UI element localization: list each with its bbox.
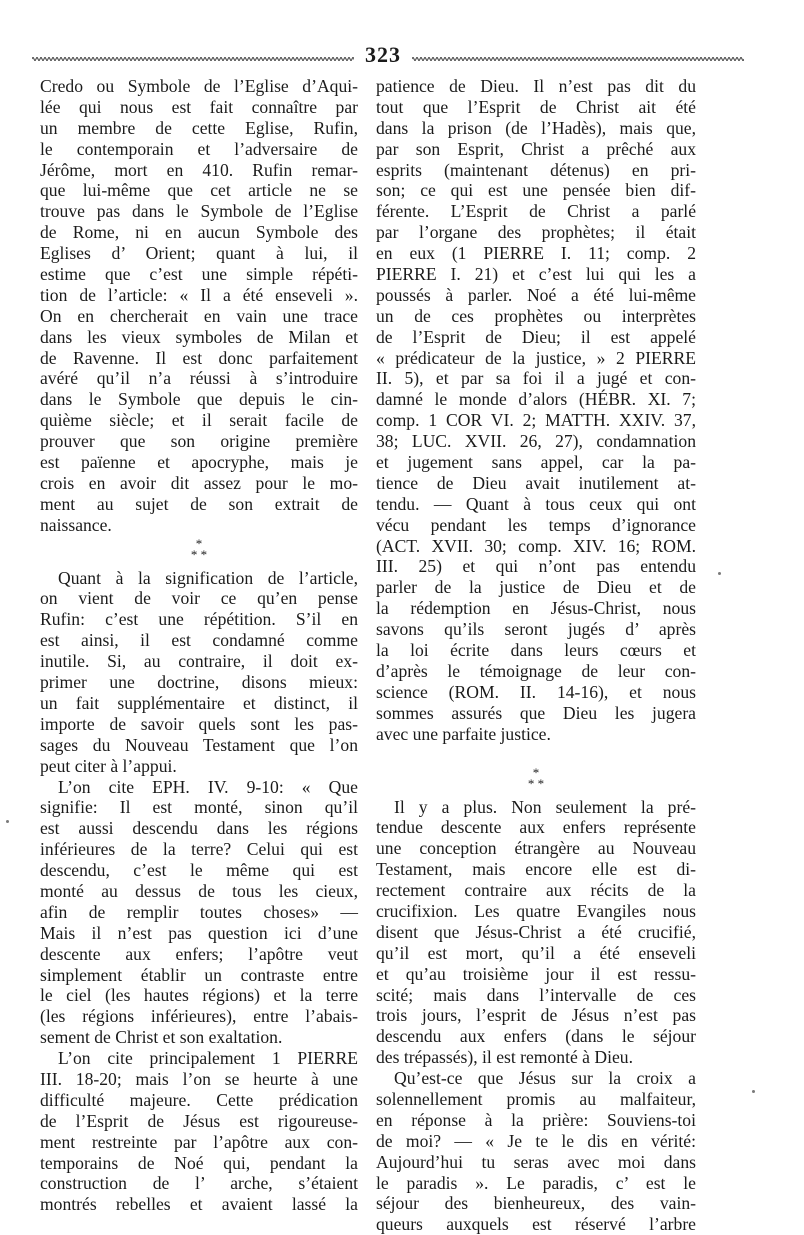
text-line: le ciel (les hautes régions) et la terre bbox=[40, 985, 358, 1006]
text-line: on vient de voir ce qu’en pense bbox=[40, 588, 358, 609]
text-line: et jugement sans appel, car la pa- bbox=[376, 452, 696, 473]
section-separator bbox=[40, 536, 358, 568]
text-line: III. 25) et qui n’ont pas entendu bbox=[376, 556, 696, 577]
text-line: poussés à parler. Noé a été lui-même bbox=[376, 284, 696, 305]
text-line: tendue descente aux enfers représente bbox=[376, 817, 696, 838]
text-line: monté au dessus de tous les cieux, bbox=[40, 880, 358, 901]
asterism-bottom: * * bbox=[527, 775, 545, 791]
text-line: II. 5), et par sa foi il a jugé et con- bbox=[376, 368, 696, 389]
text-line: tience de Dieu avait inutilement at- bbox=[376, 472, 696, 493]
text-line: crois en avoir dit assez pour le mo- bbox=[40, 472, 358, 493]
text-line: et qu’au troisième jour il est ressu- bbox=[376, 963, 696, 984]
text-line: Il y a plus. Non seulement la pré- bbox=[394, 796, 696, 817]
text-line: disent que Jésus-Christ a été crucifié, bbox=[376, 921, 696, 942]
text-line: la rédemption en Jésus-Christ, nous bbox=[376, 598, 696, 619]
text-line: son; ce qui est une pensée bien dif- bbox=[376, 180, 696, 201]
text-line: tion de l’article: « Il a été enseveli ». bbox=[40, 284, 358, 305]
right-column bbox=[376, 76, 696, 1235]
text-line: en eux (1 PIERRE I. 11; comp. 2 bbox=[376, 243, 696, 264]
text-line: montrés rebelles et avaient lassé la bbox=[40, 1194, 358, 1215]
text-line: avec une parfaite justice. bbox=[376, 723, 551, 744]
text-line: de Ravenne. Il est donc parfaitement bbox=[40, 347, 358, 368]
text-line: d’après le témoignage de leur con- bbox=[376, 660, 696, 681]
text-line: On en chercherait en vain une trace bbox=[40, 305, 358, 326]
text-line: avéré qu’il n’a réussi à s’introduire bbox=[40, 368, 358, 389]
text-line: queurs auxquels est réservé l’arbre bbox=[376, 1214, 696, 1235]
text-line: parler de la justice de Dieu et de bbox=[376, 577, 696, 598]
text-line: que lui-même que cet article ne se bbox=[40, 180, 358, 201]
text-line: de moi? — « Je te le dis en vérité: bbox=[376, 1130, 696, 1151]
text-line: Eglises d’ Orient; quant à lui, il bbox=[40, 243, 358, 264]
page-header bbox=[32, 40, 744, 74]
paper-speck bbox=[718, 572, 721, 575]
right-paragraph-2 bbox=[376, 797, 696, 1069]
text-line: de l’Esprit de Jésus est rigoureuse- bbox=[40, 1110, 358, 1131]
text-line: scité; mais dans l’intervalle de ces bbox=[376, 984, 696, 1005]
text-line: esprits (maintenant détenus) en pri- bbox=[376, 159, 696, 180]
text-line: un fait supplémentaire et distinct, il bbox=[40, 692, 358, 713]
paragraph-gap bbox=[376, 745, 696, 765]
text-line: afin de remplir toutes choses» — bbox=[40, 901, 358, 922]
asterism-top: * bbox=[195, 535, 203, 551]
text-line: quième siècle; et il serait facile de bbox=[40, 410, 358, 431]
text-line: par son Esprit, Christ a prêché aux bbox=[376, 138, 696, 159]
paper-speck bbox=[752, 1090, 755, 1093]
text-line: tout que l’Esprit de Christ ait été bbox=[376, 96, 696, 117]
text-line: par l’organe des prophètes; il était bbox=[376, 222, 696, 243]
left-paragraph-3 bbox=[40, 777, 358, 1049]
text-line: tendu. — Quant à tous ceux qui ont bbox=[376, 493, 696, 514]
text-line: Aujourd’hui tu seras avec moi dans bbox=[376, 1151, 696, 1172]
text-line: solennellement promis au malfaiteur, bbox=[376, 1088, 696, 1109]
text-line: séjour des bienheureux, des vain- bbox=[376, 1193, 696, 1214]
text-line: science (ROM. II. 14-16), et nous bbox=[376, 681, 696, 702]
text-line: est aussi descendu dans les régions bbox=[40, 818, 358, 839]
text-line: (ACT. XVII. 30; comp. XIV. 16; ROM. bbox=[376, 535, 696, 556]
text-line: Credo ou Symbole de l’Eglise d’Aqui- bbox=[40, 76, 358, 96]
text-line: un de ces prophètes ou interprètes bbox=[376, 305, 696, 326]
text-line: Rufin: c’est une répétition. S’il en bbox=[40, 609, 358, 630]
text-line: sages du Nouveau Testament que l’on bbox=[40, 734, 358, 755]
text-line: de l’Esprit de Dieu; il est appelé bbox=[376, 326, 696, 347]
text-line: importe de savoir quels sont les pas- bbox=[40, 713, 358, 734]
text-line: un membre de cette Eglise, Rufin, bbox=[40, 117, 358, 138]
text-line: en réponse à la prière: Souviens-toi bbox=[376, 1109, 696, 1130]
text-line: patience de Dieu. Il n’est pas dit du bbox=[376, 76, 696, 96]
text-line: inférieures de la terre? Celui qui est bbox=[40, 839, 358, 860]
text-line: signifie: Il est monté, sinon qu’il bbox=[40, 797, 358, 818]
text-line: L’on cite EPH. IV. 9-10: « Que bbox=[58, 776, 358, 797]
text-line: dans les vieux symboles de Milan et bbox=[40, 326, 358, 347]
text-line: Mais il n’est pas question ici d’une bbox=[40, 922, 358, 943]
text-line: savons qu’ils seront jugés d’ après bbox=[376, 619, 696, 640]
text-line: 38; LUC. XVII. 26, 27), condamnation bbox=[376, 431, 696, 452]
text-line: descente aux enfers; l’apôtre veut bbox=[40, 943, 358, 964]
text-line: ment au sujet de son extrait de bbox=[40, 493, 358, 514]
text-line: des trépassés), il est remonté à Dieu. bbox=[376, 1047, 633, 1068]
text-line: la loi écrite dans leurs cœurs et bbox=[376, 640, 696, 661]
text-line: inutile. Si, au contraire, il doit ex- bbox=[40, 651, 358, 672]
decorative-rule-left bbox=[32, 56, 354, 62]
asterism-top: * bbox=[532, 764, 540, 780]
text-line: sommes assurés que Dieu les jugera bbox=[376, 702, 696, 723]
text-line: damné le monde d’alors (HÉBR. XI. 7; bbox=[376, 389, 696, 410]
text-line: naissance. bbox=[40, 514, 112, 535]
text-line: ment restreinte par l’apôtre aux con- bbox=[40, 1131, 358, 1152]
section-separator bbox=[376, 765, 696, 797]
text-line: (les régions inférieures), entre l’abais- bbox=[40, 1006, 358, 1027]
text-line: férente. L’Esprit de Christ a parlé bbox=[376, 201, 696, 222]
text-line: Qu’est-ce que Jésus sur la croix a bbox=[394, 1068, 696, 1089]
text-line: difficulté majeure. Cette prédication bbox=[40, 1089, 358, 1110]
text-line: de Rome, ni en aucun Symbole des bbox=[40, 222, 358, 243]
text-line: trouve pas dans le Symbole de l’Eglise bbox=[40, 201, 358, 222]
text-line: sement de Christ et son exaltation. bbox=[40, 1027, 283, 1048]
text-line: lée qui nous est fait connaître par bbox=[40, 96, 358, 117]
text-line: simplement établir un contraste entre bbox=[40, 964, 358, 985]
text-line: « prédicateur de la justice, » 2 PIERRE bbox=[376, 347, 696, 368]
paper-speck bbox=[6, 820, 9, 823]
left-paragraph-2 bbox=[40, 568, 358, 777]
right-paragraph-1 bbox=[376, 76, 696, 745]
left-paragraph-1 bbox=[40, 76, 358, 536]
text-line: estime que c’est une simple répéti- bbox=[40, 264, 358, 285]
text-line: prouver que son origine première bbox=[40, 431, 358, 452]
text-line: le contemporain et l’adversaire de bbox=[40, 138, 358, 159]
text-line: temporains de Noé qui, pendant la bbox=[40, 1152, 358, 1173]
text-line: Quant à la signification de l’article, bbox=[58, 567, 358, 588]
text-line: L’on cite principalement 1 PIERRE bbox=[58, 1048, 358, 1069]
text-line: est ainsi, il est condamné comme bbox=[40, 630, 358, 651]
text-line: construction de l’ arche, s’étaient bbox=[40, 1173, 358, 1194]
left-column bbox=[40, 76, 358, 1215]
text-line: peut citer à l’appui. bbox=[40, 755, 177, 776]
text-line: dans le Symbole que depuis le cin- bbox=[40, 389, 358, 410]
text-line: primer une doctrine, disons mieux: bbox=[40, 672, 358, 693]
text-line: descendu, c’est le même qui est bbox=[40, 860, 358, 881]
text-line: descendu aux enfers (dans le séjour bbox=[376, 1026, 696, 1047]
text-line: rectement contraire aux récits de la bbox=[376, 880, 696, 901]
text-line: qu’il est mort, qu’il a été enseveli bbox=[376, 942, 696, 963]
text-line: Jérôme, mort en 410. Rufin remar- bbox=[40, 159, 358, 180]
text-line: III. 18-20; mais l’on se heurte à une bbox=[40, 1068, 358, 1089]
text-line: vécu pendant les temps d’ignorance bbox=[376, 514, 696, 535]
text-line: trois jours, l’esprit de Jésus n’est pas bbox=[376, 1005, 696, 1026]
text-line: le paradis ». Le paradis, c’ est le bbox=[376, 1172, 696, 1193]
text-line: crucifixion. Les quatre Evangiles nous bbox=[376, 900, 696, 921]
page-number: 323 bbox=[365, 42, 401, 67]
text-line: dans la prison (de l’Hadès), mais que, bbox=[376, 117, 696, 138]
decorative-rule-right bbox=[412, 56, 744, 62]
left-paragraph-4 bbox=[40, 1048, 358, 1215]
right-paragraph-3 bbox=[376, 1068, 696, 1235]
text-line: une conception étrangère au Nouveau bbox=[376, 838, 696, 859]
text-line: PIERRE I. 21) et c’est lui qui les a bbox=[376, 264, 696, 285]
text-line: Testament, mais encore elle est di- bbox=[376, 859, 696, 880]
text-line: comp. 1 COR VI. 2; MATTH. XXIV. 37, bbox=[376, 410, 696, 431]
text-line: est païenne et apocryphe, mais je bbox=[40, 452, 358, 473]
asterism-bottom: * * bbox=[190, 546, 208, 562]
